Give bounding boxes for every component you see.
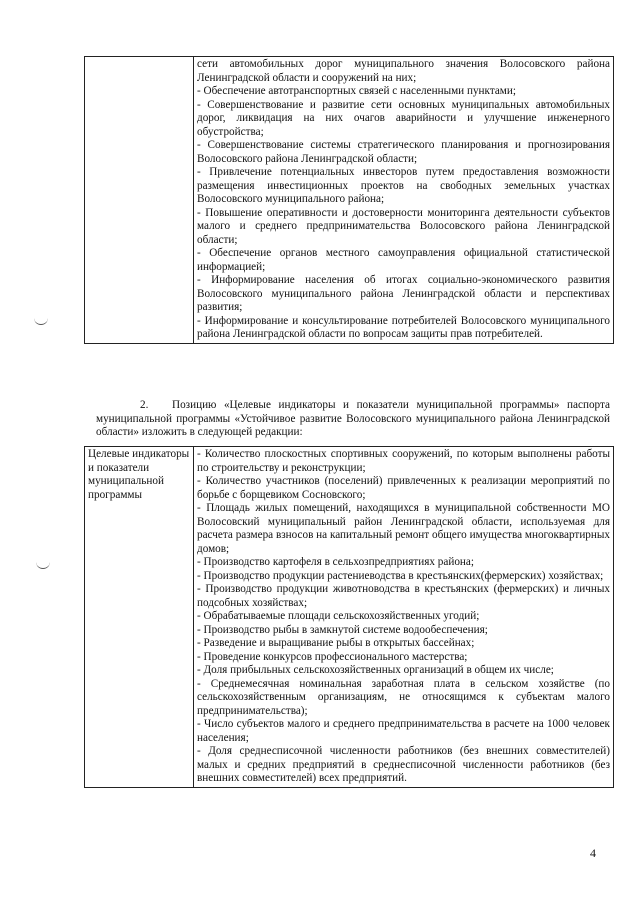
table2-item: - Проведение конкурсов профессионального мастерства; [197, 650, 468, 663]
margin-mark [34, 318, 48, 325]
table2-item: - Доля прибыльных сельскохозяйственных организаций в общем их числе; [197, 664, 554, 676]
page-number: 4 [590, 846, 596, 860]
table1-item: - Совершенствование системы стратегического планирования и прогнозирования Волосовского района Ленинградской области; [197, 139, 610, 165]
margin-mark [36, 562, 50, 569]
table1-item: - Информирование и консультирование потребителей Волосовского муниципального района Ленинградской области по вопросам защиты прав потребителей. [197, 314, 610, 340]
amendment-paragraph [96, 399, 610, 440]
table1-item: - Привлечение потенциальных инвесторов путем предоставления возможности размещения инвестиционных проектов на свободных земельных участках Волосовского муниципального района; [197, 166, 610, 205]
indicators-table [84, 446, 614, 788]
table1-left-cell [85, 57, 194, 344]
table2-item: - Производство картофеля в сельхозпредприятиях района; [197, 556, 474, 568]
table2-item: - Доля среднесписочной численности работников (без внешних совместителей) малых и средних предприятий в среднесписочной численности работников (без внешних совместителей) всех предприятий. [197, 745, 610, 784]
table2-item: - Среднемесячная номинальная заработная плата в сельском хозяйстве (по сельскохозяйственным организациям, не относящимся к субъектам малого предпринимательства); [197, 677, 610, 717]
table2-item: - Количество плоскостных спортивных сооружений, по которым выполнены работы по строительству и реконструкции; [197, 448, 610, 474]
paragraph-text: Позицию «Целевые индикаторы и показатели муниципальной программы» паспорта муниципальной программы «Устойчивое развитие Волосовского муниципального района Ленинградской области» изложить в следующей редакции: [96, 399, 610, 438]
table1-item: - Обеспечение автотранспортных связей с населенными пунктами; [197, 85, 516, 97]
table1-item: - Обеспечение органов местного самоуправления официальной статистической информацией; [197, 247, 610, 273]
table2-item: - Количество участников (поселений) привлеченных к реализации мероприятий по борьбе с борщевиком Сосновского; [197, 475, 610, 501]
table2-left-text: Целевые индикаторы и показатели муниципальной программы [88, 448, 190, 501]
table1-item: - Повышение оперативности и достоверности мониторинга деятельности субъектов малого и среднего предпринимательства Волосовского района Ленинградской области; [197, 206, 610, 246]
table1-item: сети автомобильных дорог муниципального значения Волосовского района Ленинградской области и сооружений на них; [197, 58, 610, 84]
table2-item: - Число субъектов малого и среднего предпринимательства в расчете на 1000 человек населения; [197, 718, 610, 744]
goals-table-continuation [84, 56, 614, 344]
table1-item: - Совершенствование и развитие сети основных муниципальных автомобильных дорог, ликвидация на них очагов аварийности и улучшение инженерного обустройства; [197, 98, 610, 138]
table2-item: - Разведение и выращивание рыбы в открытых бассейнах; [197, 637, 475, 649]
table2-item: - Площадь жилых помещений, находящихся в муниципальной собственности МО Волосовский муниципальный район Ленинградской области, используемая для расчета размера взносов на капитальный ремонт общего имущества многоквартирных домов; [197, 502, 610, 555]
table1-right-cell [194, 57, 614, 344]
table2-item: - Производство рыбы в замкнутой системе водообеспечения; [197, 623, 488, 636]
table2-right-cell [194, 447, 614, 788]
table1-item: - Информирование населения об итогах социально-экономического развития Волосовского муниципального района Ленинградской области и перспективах развития; [197, 274, 610, 313]
table2-left-cell [85, 447, 194, 788]
paragraph-number: 2. [140, 399, 149, 411]
table2-item: - Производство продукции животноводства в крестьянских (фермерских) и личных подсобных хозяйствах; [197, 583, 610, 609]
table2-item: - Производство продукции растениеводства в крестьянских(фермерских) хозяйствах; [197, 569, 604, 582]
table2-item: - Обрабатываемые площади сельскохозяйственных угодий; [197, 610, 480, 622]
